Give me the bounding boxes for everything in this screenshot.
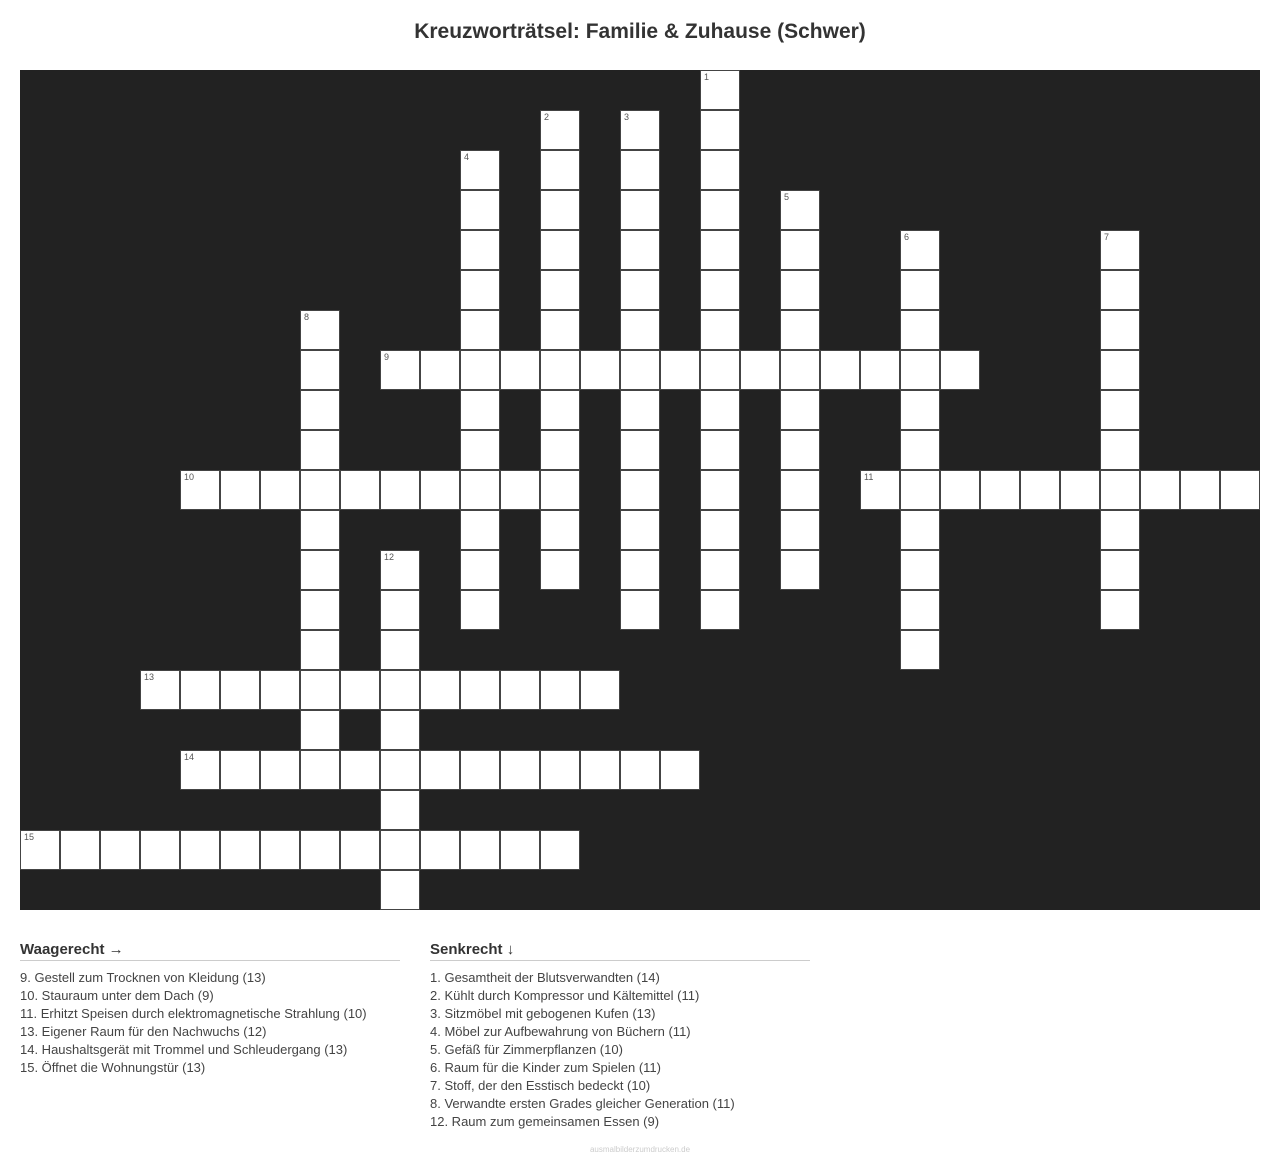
cell-number: 1 xyxy=(704,72,710,82)
crossword-cell[interactable] xyxy=(460,270,500,310)
crossword-cell[interactable] xyxy=(780,350,820,390)
crossword-cell[interactable] xyxy=(860,350,900,390)
crossword-cell[interactable] xyxy=(700,270,740,310)
crossword-cell[interactable] xyxy=(660,750,700,790)
crossword-cell[interactable] xyxy=(300,510,340,550)
cell-number: 13 xyxy=(144,672,155,682)
crossword-cell[interactable] xyxy=(540,510,580,550)
crossword-cell[interactable] xyxy=(460,830,500,870)
down-clue: 1. Gesamtheit der Blutsverwandten (14) xyxy=(430,970,660,985)
down-clues-panel xyxy=(430,941,810,1131)
cell-number: 2 xyxy=(544,112,550,122)
across-clue: 11. Erhitzt Speisen durch elektromagnetische Strahlung (10) xyxy=(20,1006,367,1021)
cell-number: 15 xyxy=(24,832,35,842)
crossword-cell[interactable] xyxy=(620,110,660,150)
crossword-cell[interactable] xyxy=(900,430,940,470)
crossword-cell[interactable] xyxy=(620,430,660,470)
crossword-cell[interactable] xyxy=(300,630,340,670)
crossword-cell[interactable] xyxy=(1100,510,1140,550)
crossword-cell[interactable] xyxy=(700,430,740,470)
crossword-cell[interactable] xyxy=(300,710,340,750)
crossword-cell[interactable] xyxy=(540,310,580,350)
crossword-cell[interactable] xyxy=(700,230,740,270)
down-heading: Senkrecht ↓ xyxy=(430,941,810,961)
crossword-cell[interactable] xyxy=(940,470,980,510)
crossword-cell[interactable] xyxy=(860,470,900,510)
crossword-cell[interactable] xyxy=(100,830,140,870)
crossword-cell[interactable] xyxy=(300,390,340,430)
across-clue: 10. Stauraum unter dem Dach (9) xyxy=(20,988,214,1003)
crossword-cell[interactable] xyxy=(500,750,540,790)
crossword-cell[interactable] xyxy=(540,110,580,150)
cell-number: 10 xyxy=(184,472,195,482)
crossword-cell[interactable] xyxy=(700,310,740,350)
crossword-cell[interactable] xyxy=(380,350,420,390)
crossword-cell[interactable] xyxy=(460,310,500,350)
crossword-cell[interactable] xyxy=(380,830,420,870)
crossword-cell[interactable] xyxy=(220,470,260,510)
crossword-cell[interactable] xyxy=(660,350,700,390)
across-clues-panel xyxy=(20,941,400,1077)
crossword-cell[interactable] xyxy=(1220,470,1260,510)
down-clue: 6. Raum für die Kinder zum Spielen (11) xyxy=(430,1060,661,1075)
crossword-cell[interactable] xyxy=(460,390,500,430)
crossword-cell[interactable] xyxy=(900,350,940,390)
crossword-cell[interactable] xyxy=(620,750,660,790)
crossword-cell[interactable] xyxy=(620,310,660,350)
down-clue: 8. Verwandte ersten Grades gleicher Generation (11) xyxy=(430,1096,735,1111)
crossword-cell[interactable] xyxy=(900,510,940,550)
crossword-cell[interactable] xyxy=(1140,470,1180,510)
crossword-cell[interactable] xyxy=(780,550,820,590)
crossword-cell[interactable] xyxy=(700,510,740,550)
crossword-cell[interactable] xyxy=(380,750,420,790)
crossword-cell[interactable] xyxy=(180,670,220,710)
across-clue: 13. Eigener Raum für den Nachwuchs (12) xyxy=(20,1024,267,1039)
crossword-cell[interactable] xyxy=(540,390,580,430)
crossword-cell[interactable] xyxy=(340,750,380,790)
crossword-cell[interactable] xyxy=(580,750,620,790)
crossword-cell[interactable] xyxy=(460,470,500,510)
crossword-cell[interactable] xyxy=(700,470,740,510)
crossword-cell[interactable] xyxy=(460,230,500,270)
crossword-cell[interactable] xyxy=(500,470,540,510)
crossword-cell[interactable] xyxy=(620,550,660,590)
crossword-cell[interactable] xyxy=(380,670,420,710)
crossword-cell[interactable] xyxy=(220,830,260,870)
crossword-cell[interactable] xyxy=(540,470,580,510)
crossword-cell[interactable] xyxy=(60,830,100,870)
crossword-cell[interactable] xyxy=(420,670,460,710)
crossword-cell[interactable] xyxy=(620,150,660,190)
crossword-cell[interactable] xyxy=(900,310,940,350)
crossword-cell[interactable] xyxy=(980,470,1020,510)
crossword-cell[interactable] xyxy=(460,590,500,630)
crossword-cell[interactable] xyxy=(780,310,820,350)
crossword-cell[interactable] xyxy=(780,430,820,470)
crossword-cell[interactable] xyxy=(540,830,580,870)
crossword-cell[interactable] xyxy=(700,350,740,390)
crossword-cell[interactable] xyxy=(780,230,820,270)
crossword-cell[interactable] xyxy=(940,350,980,390)
crossword-cell[interactable] xyxy=(1100,470,1140,510)
crossword-cell[interactable] xyxy=(460,750,500,790)
cell-number: 4 xyxy=(464,152,470,162)
crossword-cell[interactable] xyxy=(300,750,340,790)
crossword-cell[interactable] xyxy=(380,550,420,590)
across-clue-list xyxy=(20,969,400,1077)
crossword-cell[interactable] xyxy=(300,590,340,630)
cell-number: 9 xyxy=(384,352,390,362)
down-clue-list xyxy=(430,969,810,1131)
crossword-cell[interactable] xyxy=(540,230,580,270)
crossword-cell[interactable] xyxy=(460,510,500,550)
crossword-cell[interactable] xyxy=(380,790,420,830)
crossword-cell[interactable] xyxy=(900,230,940,270)
crossword-cell[interactable] xyxy=(700,150,740,190)
crossword-cell[interactable] xyxy=(220,750,260,790)
crossword-cell[interactable] xyxy=(500,670,540,710)
crossword-cell[interactable] xyxy=(780,270,820,310)
cell-number: 8 xyxy=(304,312,310,322)
crossword-cell[interactable] xyxy=(1100,550,1140,590)
crossword-cell[interactable] xyxy=(420,830,460,870)
crossword-cell[interactable] xyxy=(540,150,580,190)
crossword-cell[interactable] xyxy=(700,110,740,150)
crossword-cell[interactable] xyxy=(380,870,420,910)
crossword-cell[interactable] xyxy=(620,190,660,230)
cell-number: 14 xyxy=(184,752,195,762)
crossword-cell[interactable] xyxy=(1100,350,1140,390)
crossword-cell[interactable] xyxy=(700,190,740,230)
crossword-cell[interactable] xyxy=(180,750,220,790)
crossword-cell[interactable] xyxy=(260,750,300,790)
crossword-cell[interactable] xyxy=(420,750,460,790)
crossword-cell[interactable] xyxy=(900,270,940,310)
crossword-cell[interactable] xyxy=(540,750,580,790)
crossword-cell[interactable] xyxy=(420,350,460,390)
cell-number: 5 xyxy=(784,192,790,202)
crossword-cell[interactable] xyxy=(1060,470,1100,510)
down-clue: 2. Kühlt durch Kompressor und Kältemittel (11) xyxy=(430,988,700,1003)
crossword-cell[interactable] xyxy=(540,350,580,390)
crossword-cell[interactable] xyxy=(620,590,660,630)
crossword-cell[interactable] xyxy=(380,590,420,630)
crossword-cell[interactable] xyxy=(620,390,660,430)
crossword-cell[interactable] xyxy=(820,350,860,390)
crossword-cell[interactable] xyxy=(340,670,380,710)
crossword-cell[interactable] xyxy=(900,550,940,590)
crossword-cell[interactable] xyxy=(900,630,940,670)
crossword-cell[interactable] xyxy=(1100,590,1140,630)
cell-number: 12 xyxy=(384,552,395,562)
crossword-cell[interactable] xyxy=(1020,470,1060,510)
crossword-cell[interactable] xyxy=(460,150,500,190)
cell-number: 11 xyxy=(864,472,874,482)
crossword-cell[interactable] xyxy=(580,670,620,710)
crossword-cell[interactable] xyxy=(380,630,420,670)
crossword-cell[interactable] xyxy=(460,670,500,710)
crossword-cell[interactable] xyxy=(180,830,220,870)
crossword-cell[interactable] xyxy=(140,670,180,710)
crossword-cell[interactable] xyxy=(620,510,660,550)
crossword-cell[interactable] xyxy=(620,270,660,310)
crossword-cell[interactable] xyxy=(620,470,660,510)
crossword-cell[interactable] xyxy=(140,830,180,870)
crossword-cell[interactable] xyxy=(300,430,340,470)
crossword-cell[interactable] xyxy=(460,430,500,470)
crossword-cell[interactable] xyxy=(780,510,820,550)
page-title: Kreuzworträtsel: Familie & Zuhause (Schwer) xyxy=(414,20,866,43)
crossword-cell[interactable] xyxy=(700,70,740,110)
crossword-cell[interactable] xyxy=(180,470,220,510)
crossword-cell[interactable] xyxy=(1100,310,1140,350)
crossword-cell[interactable] xyxy=(300,350,340,390)
down-clue: 4. Möbel zur Aufbewahrung von Büchern (11) xyxy=(430,1024,691,1039)
across-clue: 14. Haushaltsgerät mit Trommel und Schleudergang (13) xyxy=(20,1042,348,1057)
crossword-cell[interactable] xyxy=(1100,430,1140,470)
crossword-cell[interactable] xyxy=(780,390,820,430)
crossword-cell[interactable] xyxy=(740,350,780,390)
crossword-cell[interactable] xyxy=(500,350,540,390)
crossword-cell[interactable] xyxy=(260,470,300,510)
crossword-cell[interactable] xyxy=(700,590,740,630)
crossword-cell[interactable] xyxy=(540,430,580,470)
crossword-cell[interactable] xyxy=(460,190,500,230)
crossword-cell[interactable] xyxy=(300,550,340,590)
crossword-cell[interactable] xyxy=(540,190,580,230)
cell-number: 3 xyxy=(624,112,630,122)
cell-number: 6 xyxy=(904,232,910,242)
crossword-cell[interactable] xyxy=(1180,470,1220,510)
crossword-cell[interactable] xyxy=(540,270,580,310)
crossword-cell[interactable] xyxy=(340,470,380,510)
crossword-cell[interactable] xyxy=(1100,230,1140,270)
across-clue: 15. Öffnet die Wohnungstür (13) xyxy=(20,1060,206,1075)
crossword-cell[interactable] xyxy=(700,550,740,590)
crossword-cell[interactable] xyxy=(460,550,500,590)
crossword-cell[interactable] xyxy=(620,230,660,270)
down-clue: 5. Gefäß für Zimmerpflanzen (10) xyxy=(430,1042,623,1057)
across-heading: Waagerecht → xyxy=(20,941,400,961)
crossword-cell[interactable] xyxy=(900,590,940,630)
crossword-cell[interactable] xyxy=(420,470,460,510)
down-clue: 3. Sitzmöbel mit gebogenen Kufen (13) xyxy=(430,1006,656,1021)
crossword-cell[interactable] xyxy=(540,550,580,590)
crossword-cell[interactable] xyxy=(20,830,60,870)
crossword-cell[interactable] xyxy=(500,830,540,870)
crossword-cell[interactable] xyxy=(900,470,940,510)
crossword-cell[interactable] xyxy=(220,670,260,710)
crossword-cell[interactable] xyxy=(460,350,500,390)
crossword-cell[interactable] xyxy=(260,830,300,870)
footer-credit: ausmalbilderzumdrucken.de xyxy=(589,1145,691,1154)
crossword-cell[interactable] xyxy=(780,190,820,230)
crossword-cell[interactable] xyxy=(620,350,660,390)
crossword-cell[interactable] xyxy=(300,670,340,710)
cell-number: 7 xyxy=(1104,232,1110,242)
down-clue: 12. Raum zum gemeinsamen Essen (9) xyxy=(430,1114,660,1129)
down-clue: 7. Stoff, der den Esstisch bedeckt (10) xyxy=(430,1078,651,1093)
crossword-cell[interactable] xyxy=(300,310,340,350)
crossword-cell[interactable] xyxy=(340,830,380,870)
crossword-cell[interactable] xyxy=(300,470,340,510)
crossword-cell[interactable] xyxy=(700,390,740,430)
across-clue: 9. Gestell zum Trocknen von Kleidung (13) xyxy=(20,970,266,985)
crossword-cell[interactable] xyxy=(1100,390,1140,430)
crossword-cell[interactable] xyxy=(580,350,620,390)
crossword-cell[interactable] xyxy=(300,830,340,870)
crossword-cell[interactable] xyxy=(380,470,420,510)
crossword-cell[interactable] xyxy=(900,390,940,430)
crossword-cell[interactable] xyxy=(1100,270,1140,310)
crossword-cell[interactable] xyxy=(540,670,580,710)
crossword-cell[interactable] xyxy=(380,710,420,750)
crossword-cell[interactable] xyxy=(780,470,820,510)
crossword-cell[interactable] xyxy=(260,670,300,710)
